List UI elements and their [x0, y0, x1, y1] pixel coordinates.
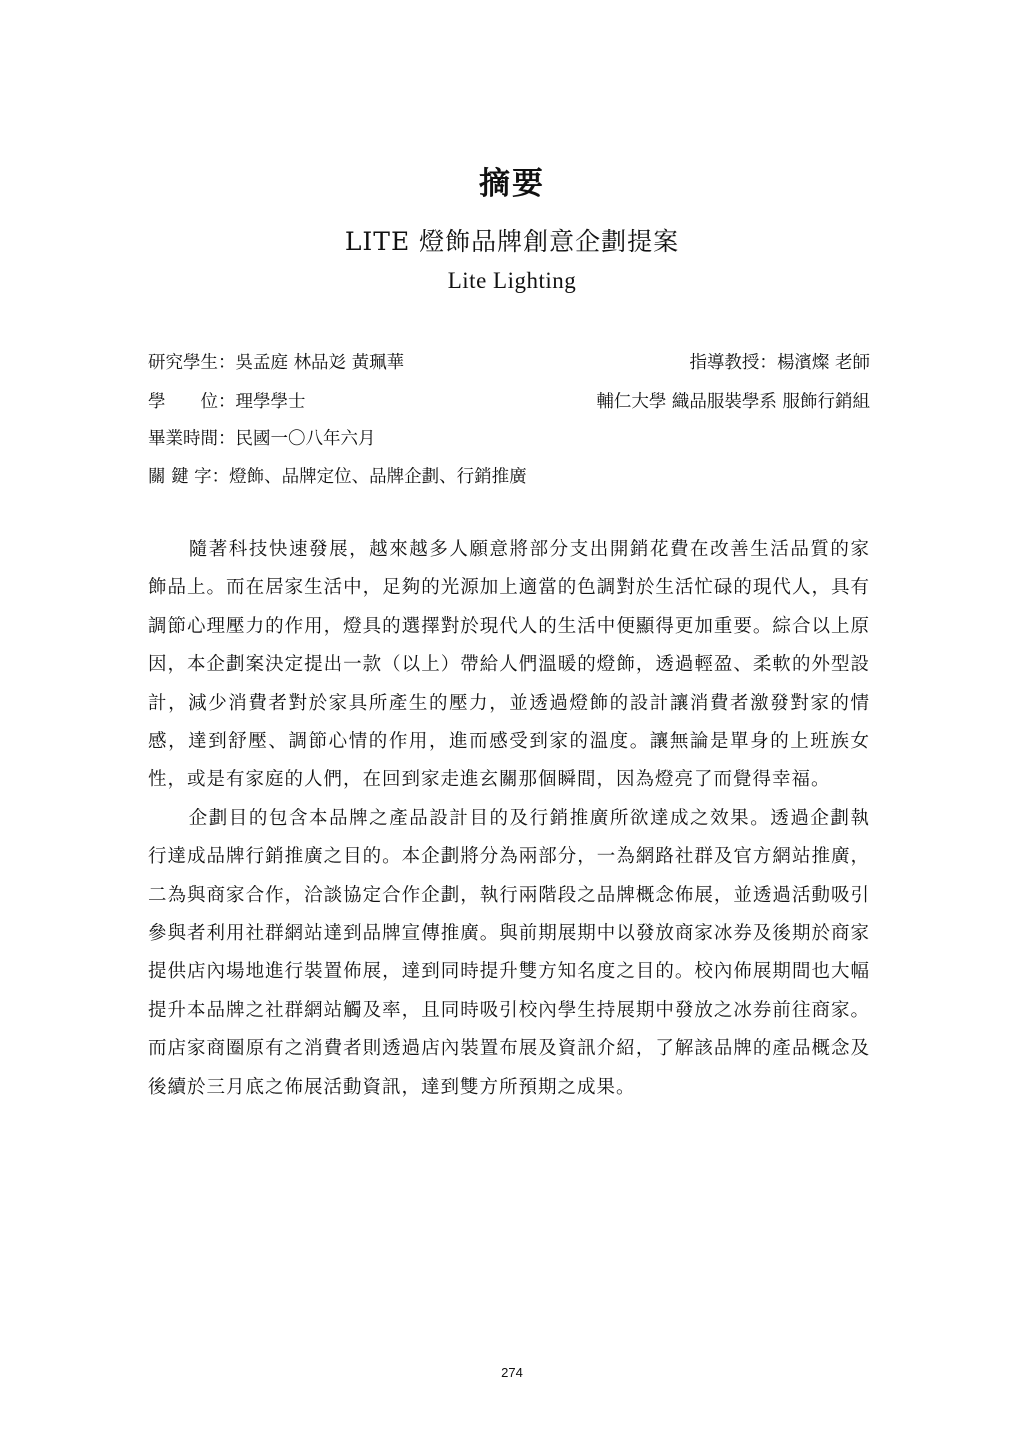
meta-row-students — [148, 348, 870, 378]
department-value: 輔仁大學 織品服裝學系 服飾行銷組 — [596, 392, 870, 412]
page-title: 摘要 — [479, 166, 545, 202]
keywords-value: 燈飾、品牌定位、品牌企劃、行銷推廣 — [229, 467, 527, 487]
document-subtitle-english: Lite Lighting — [447, 268, 577, 293]
abstract-body — [148, 531, 870, 1107]
meta-row-keywords — [148, 462, 870, 492]
graduation-label: 畢業時間： — [148, 429, 236, 449]
advisor-value: 楊濱燦 老師 — [776, 353, 870, 373]
abstract-paragraph-2: 企劃目的包含本品牌之產品設計目的及行銷推廣所欲達成之效果。透過企劃執行達成品牌行銷推廣之目的。本企劃將分為兩部分，一為網路社群及官方網站推廣，二為與商家合作，洽談協定合作企劃，執行兩階段之品牌概念佈展，並透過活動吸引參與者利用社群網站達到品牌宣傳推廣。與前期展期中以發放商家冰券及後期於商家提供店內場地進行裝置佈展，達到同時提升雙方知名度之目的。校內佈展期間也大幅提升本品牌之社群網站觸及率，且同時吸引校內學生持展期中發放之冰券前往商家。而店家商圈原有之消費者則透過店內裝置布展及資訊介紹，了解該品牌的產品概念及後續於三月底之佈展活動資訊，達到雙方所預期之成果。 — [148, 807, 870, 1098]
graduation-value: 民國一〇八年六月 — [235, 429, 376, 449]
advisor-group — [689, 348, 870, 378]
page-number: 274 — [501, 1365, 523, 1380]
advisor-label: 指導教授： — [689, 353, 777, 373]
students-label: 研究學生： — [148, 353, 236, 373]
meta-row-graduation — [148, 424, 870, 454]
degree-value: 理學學士 — [235, 392, 306, 412]
abstract-paragraph-1: 隨著科技快速發展，越來越多人願意將部分支出開銷花費在改善生活品質的家飾品上。而在居家生活中，足夠的光源加上適當的色調對於生活忙碌的現代人，具有調節心理壓力的作用，燈具的選擇對於現代人的生活中便顯得更加重要。綜合以上原因，本企劃案決定提出一款（以上）帶給人們溫暖的燈飾，透過輕盈、柔軟的外型設計，減少消費者對於家具所產生的壓力，並透過燈飾的設計讓消費者激發對家的情感，達到舒壓、調節心情的作用，進而感受到家的溫度。讓無論是單身的上班族女性，或是有家庭的人們，在回到家走進玄關那個瞬間，因為燈亮了而覺得幸福。 — [148, 539, 870, 791]
degree-label: 學 位： — [148, 392, 236, 412]
keywords-label: 關 鍵 字： — [148, 467, 230, 487]
document-subtitle: LITE 燈飾品牌創意企劃提案 — [344, 227, 680, 256]
meta-row-degree — [148, 387, 870, 417]
students-value: 吳孟庭 林品彣 黃珮華 — [235, 353, 405, 373]
